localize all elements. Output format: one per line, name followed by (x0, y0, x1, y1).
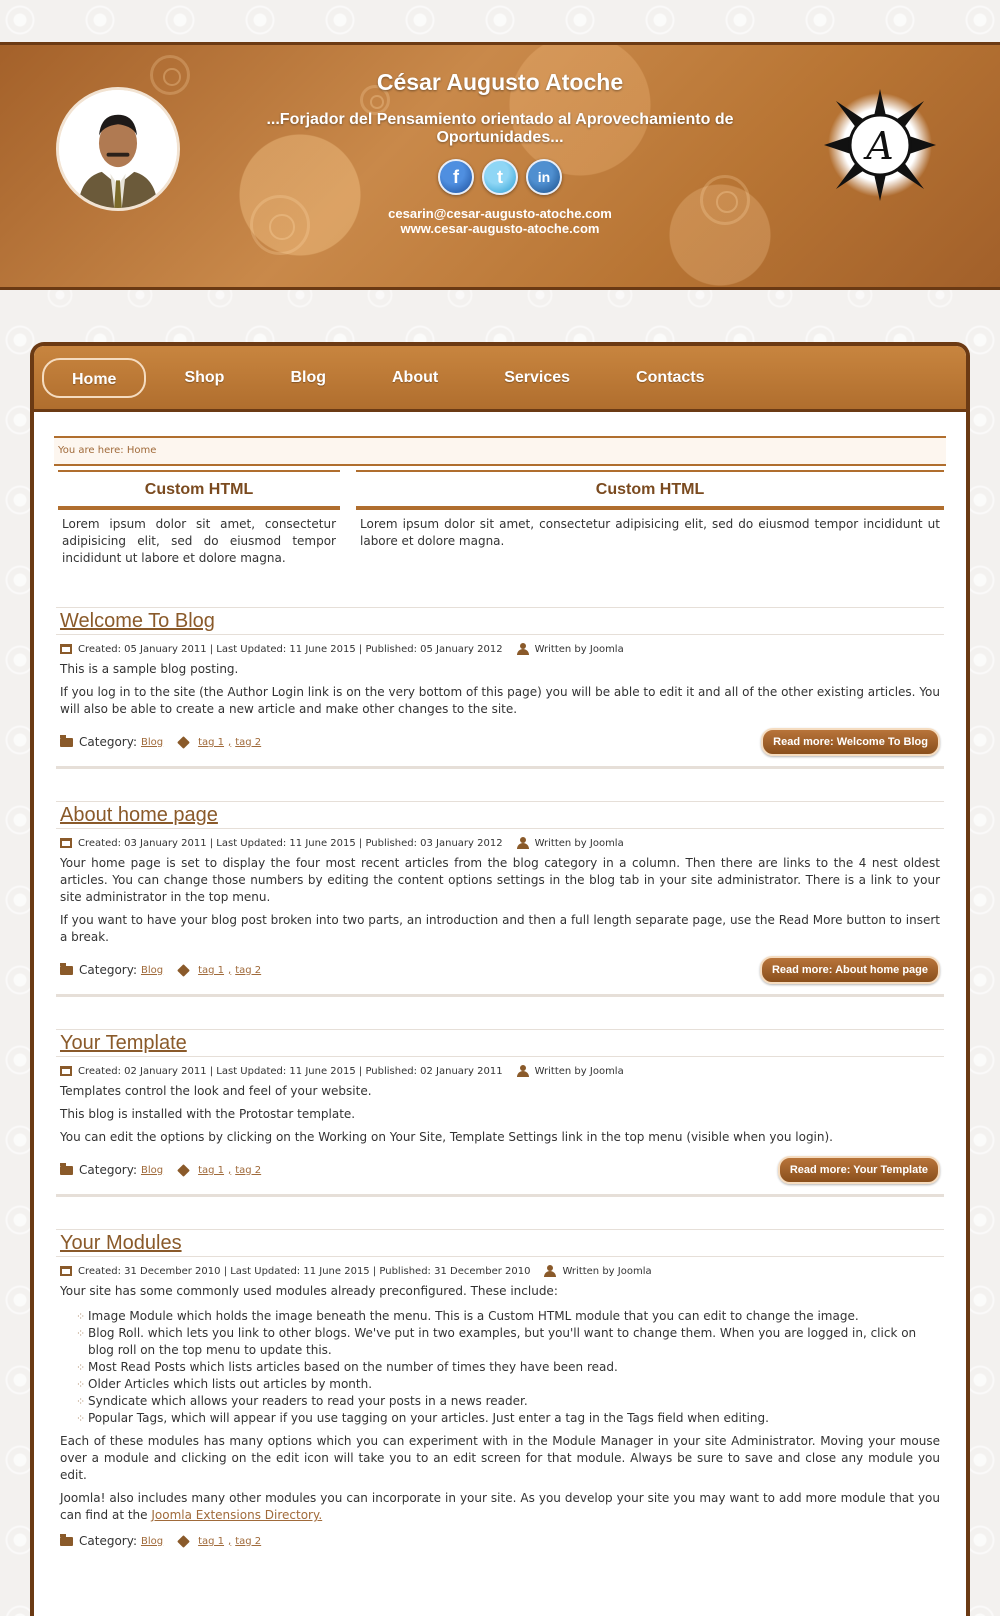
category-link[interactable]: Blog (140, 1535, 164, 1547)
user-icon (517, 837, 529, 849)
folder-icon (60, 1537, 73, 1546)
category-link[interactable]: Blog (140, 1164, 164, 1176)
article-dates: Created: 05 January 2011 | Last Updated: 11 June 2015 | Published: 05 January 2012 (78, 643, 503, 655)
tag-icon (177, 964, 190, 977)
facebook-icon[interactable]: f (438, 159, 474, 195)
article-dates: Created: 02 January 2011 | Last Updated: 11 June 2015 | Published: 02 January 2011 (78, 1065, 503, 1077)
article-meta (56, 1057, 944, 1077)
read-more-button[interactable]: Read more: Welcome To Blog (761, 728, 940, 756)
tag-link[interactable]: tag 1 (198, 964, 225, 976)
calendar-icon (60, 1066, 72, 1076)
article (56, 607, 944, 769)
nav-services[interactable]: Services (504, 368, 571, 386)
site-logo (820, 85, 940, 205)
article-meta (56, 829, 944, 849)
divider (56, 994, 944, 997)
article-dates: Created: 03 January 2011 | Last Updated: 11 June 2015 | Published: 03 January 2012 (78, 837, 503, 849)
svg-text:A: A (866, 124, 894, 168)
social-links (438, 159, 562, 195)
tag-link[interactable]: tag 2 (235, 736, 262, 748)
tag-link[interactable]: tag 1 (198, 736, 225, 748)
category-label: Category: (79, 1534, 137, 1548)
nav-about[interactable]: About (392, 368, 439, 386)
breadcrumb: You are here: Home (54, 436, 946, 466)
twitter-icon[interactable]: t (482, 159, 518, 195)
tag-icon (177, 1164, 190, 1177)
custom-modules (58, 466, 944, 567)
article-footer (56, 1146, 944, 1184)
article-taxonomy: Category: Blog tag 1 , tag 2 (60, 1163, 261, 1177)
module-text: Lorem ipsum dolor sit amet, consectetur adipisicing elit, sed do eiusmod tempor incididunt ut labore et dolore magna. (360, 517, 940, 548)
article-title[interactable]: Welcome To Blog (56, 607, 944, 635)
nav-contacts[interactable]: Contacts (636, 368, 705, 386)
article-author: Written by Joomla (534, 643, 624, 655)
divider (56, 766, 944, 769)
tag-link[interactable]: tag 2 (235, 964, 262, 976)
module-list (56, 1300, 944, 1427)
contact-website[interactable]: www.cesar-augusto-atoche.com (400, 221, 600, 236)
article (56, 1229, 944, 1548)
article-title[interactable]: Your Modules (56, 1229, 944, 1257)
user-icon (517, 1065, 529, 1077)
read-more-button[interactable]: Read more: Your Template (778, 1156, 940, 1184)
list-item: ⁘ Older Articles which lists out articles by month. (76, 1376, 940, 1393)
folder-icon (60, 1166, 73, 1175)
read-more-button[interactable]: Read more: About home page (760, 956, 940, 984)
list-item: ⁘ Image Module which holds the image beneath the menu. This is a Custom HTML module that you can edit to change the image. (76, 1308, 940, 1325)
nav-blog[interactable]: Blog (290, 368, 326, 386)
article-author: Written by Joomla (562, 1265, 652, 1277)
article-dates: Created: 31 December 2010 | Last Updated: 11 June 2015 | Published: 31 December 2010 (78, 1265, 531, 1277)
category-link[interactable]: Blog (140, 736, 164, 748)
divider (56, 1194, 944, 1197)
tag-link[interactable]: tag 2 (235, 1535, 262, 1547)
user-icon (544, 1265, 556, 1277)
paragraph-text: Joomla! also includes many other modules you can incorporate in your site. As you develop your site you may want to add more module that you can find at the (60, 1491, 940, 1522)
tag-link[interactable]: tag 1 (198, 1535, 225, 1547)
article-paragraph: This is a sample blog posting. (60, 662, 239, 676)
nav-home[interactable]: Home (42, 358, 146, 398)
article-footer (56, 718, 944, 756)
module-text: Lorem ipsum dolor sit amet, consectetur adipisicing elit, sed do eiusmod tempor incididunt ut labore et dolore magna. (62, 517, 336, 565)
calendar-icon (60, 1266, 72, 1276)
folder-icon (60, 738, 73, 747)
linkedin-icon[interactable]: in (526, 159, 562, 195)
article-paragraph: Your site has some commonly used modules already preconfigured. These include: (60, 1284, 558, 1298)
site-tagline: ...Forjador del Pensamiento orientado al Aprovechamiento de Oportunidades... (266, 111, 734, 146)
article-author: Written by Joomla (534, 837, 624, 849)
site-title: César Augusto Atoche (376, 69, 624, 95)
category-label: Category: (79, 963, 137, 977)
article-footer (56, 1524, 944, 1548)
article-taxonomy: Category: Blog tag 1 , tag 2 (60, 963, 261, 977)
site-header (0, 42, 1000, 290)
list-item: ⁘ Popular Tags, which will appear if you use tagging on your articles. Just enter a tag in the Tags field when editing. (76, 1410, 940, 1427)
category-link[interactable]: Blog (140, 964, 164, 976)
article-paragraph: Each of these modules has many options which you can experiment with in the Module Manager in your site Administrator. Moving your mouse over a module and clicking on the edit icon will take you to an edit screen for that module. Always be sure to save and close any module you edit. (60, 1434, 940, 1482)
custom-module (58, 466, 340, 567)
article-meta (56, 1257, 944, 1277)
contact-info (0, 206, 1000, 236)
author-photo (56, 87, 180, 211)
nav-shop[interactable]: Shop (184, 368, 225, 386)
tag-link[interactable]: tag 1 (198, 1164, 225, 1176)
article-paragraph: Your home page is set to display the four most recent articles from the blog category in a column. Then there are links to the 4 nest oldest articles. You can change those numbers by editing the content options settings in the blog tab in your site administrator. There is a link to your site administrator in the top menu. (60, 856, 940, 904)
article-title[interactable]: About home page (56, 801, 944, 829)
article (56, 1029, 944, 1197)
folder-icon (60, 966, 73, 975)
extensions-directory-link[interactable]: Joomla Extensions Directory. (151, 1508, 323, 1522)
calendar-icon (60, 644, 72, 654)
article-paragraph: This blog is installed with the Protostar template. (60, 1107, 356, 1121)
article-taxonomy: Category: Blog tag 1 , tag 2 (60, 735, 261, 749)
article-paragraph: You can edit the options by clicking on the Working on Your Site, Template Settings link in the top menu (visible when you login). (60, 1130, 833, 1144)
article (56, 801, 944, 997)
tag-link[interactable]: tag 2 (235, 1164, 262, 1176)
article-taxonomy: Category: Blog tag 1 , tag 2 (60, 1534, 261, 1548)
main-nav (34, 346, 966, 412)
custom-module (356, 466, 944, 567)
article-paragraph (56, 1484, 944, 1524)
user-icon (517, 643, 529, 655)
contact-email[interactable]: cesarin@cesar-augusto-atoche.com (388, 206, 612, 221)
tag-icon (177, 736, 190, 749)
article-meta (56, 635, 944, 655)
article-author: Written by Joomla (534, 1065, 624, 1077)
list-item: ⁘ Blog Roll. which lets you link to other blogs. We've put in two examples, but you'll want to change them. When you are logged in, click on blog roll on the top menu to update this. (76, 1325, 940, 1359)
calendar-icon (60, 838, 72, 848)
main-container (30, 342, 970, 1616)
article-footer (56, 946, 944, 984)
list-item: ⁘ Most Read Posts which lists articles based on the number of times they have been read. (76, 1359, 940, 1376)
article-paragraph: Templates control the look and feel of your website. (60, 1084, 372, 1098)
category-label: Category: (79, 735, 137, 749)
tag-icon (177, 1535, 190, 1548)
article-title[interactable]: Your Template (56, 1029, 944, 1057)
article-paragraph: If you want to have your blog post broken into two parts, an introduction and then a full length separate page, use the Read More button to insert a break. (60, 913, 940, 944)
module-title: Custom HTML (356, 470, 944, 510)
module-title: Custom HTML (58, 470, 340, 510)
category-label: Category: (79, 1163, 137, 1177)
list-item: ⁘ Syndicate which allows your readers to read your posts in a news reader. (76, 1393, 940, 1410)
article-paragraph: If you log in to the site (the Author Login link is on the very bottom of this page) you will be able to edit it and all of the other existing articles. You will also be able to create a new article and make other changes to the site. (60, 685, 940, 716)
